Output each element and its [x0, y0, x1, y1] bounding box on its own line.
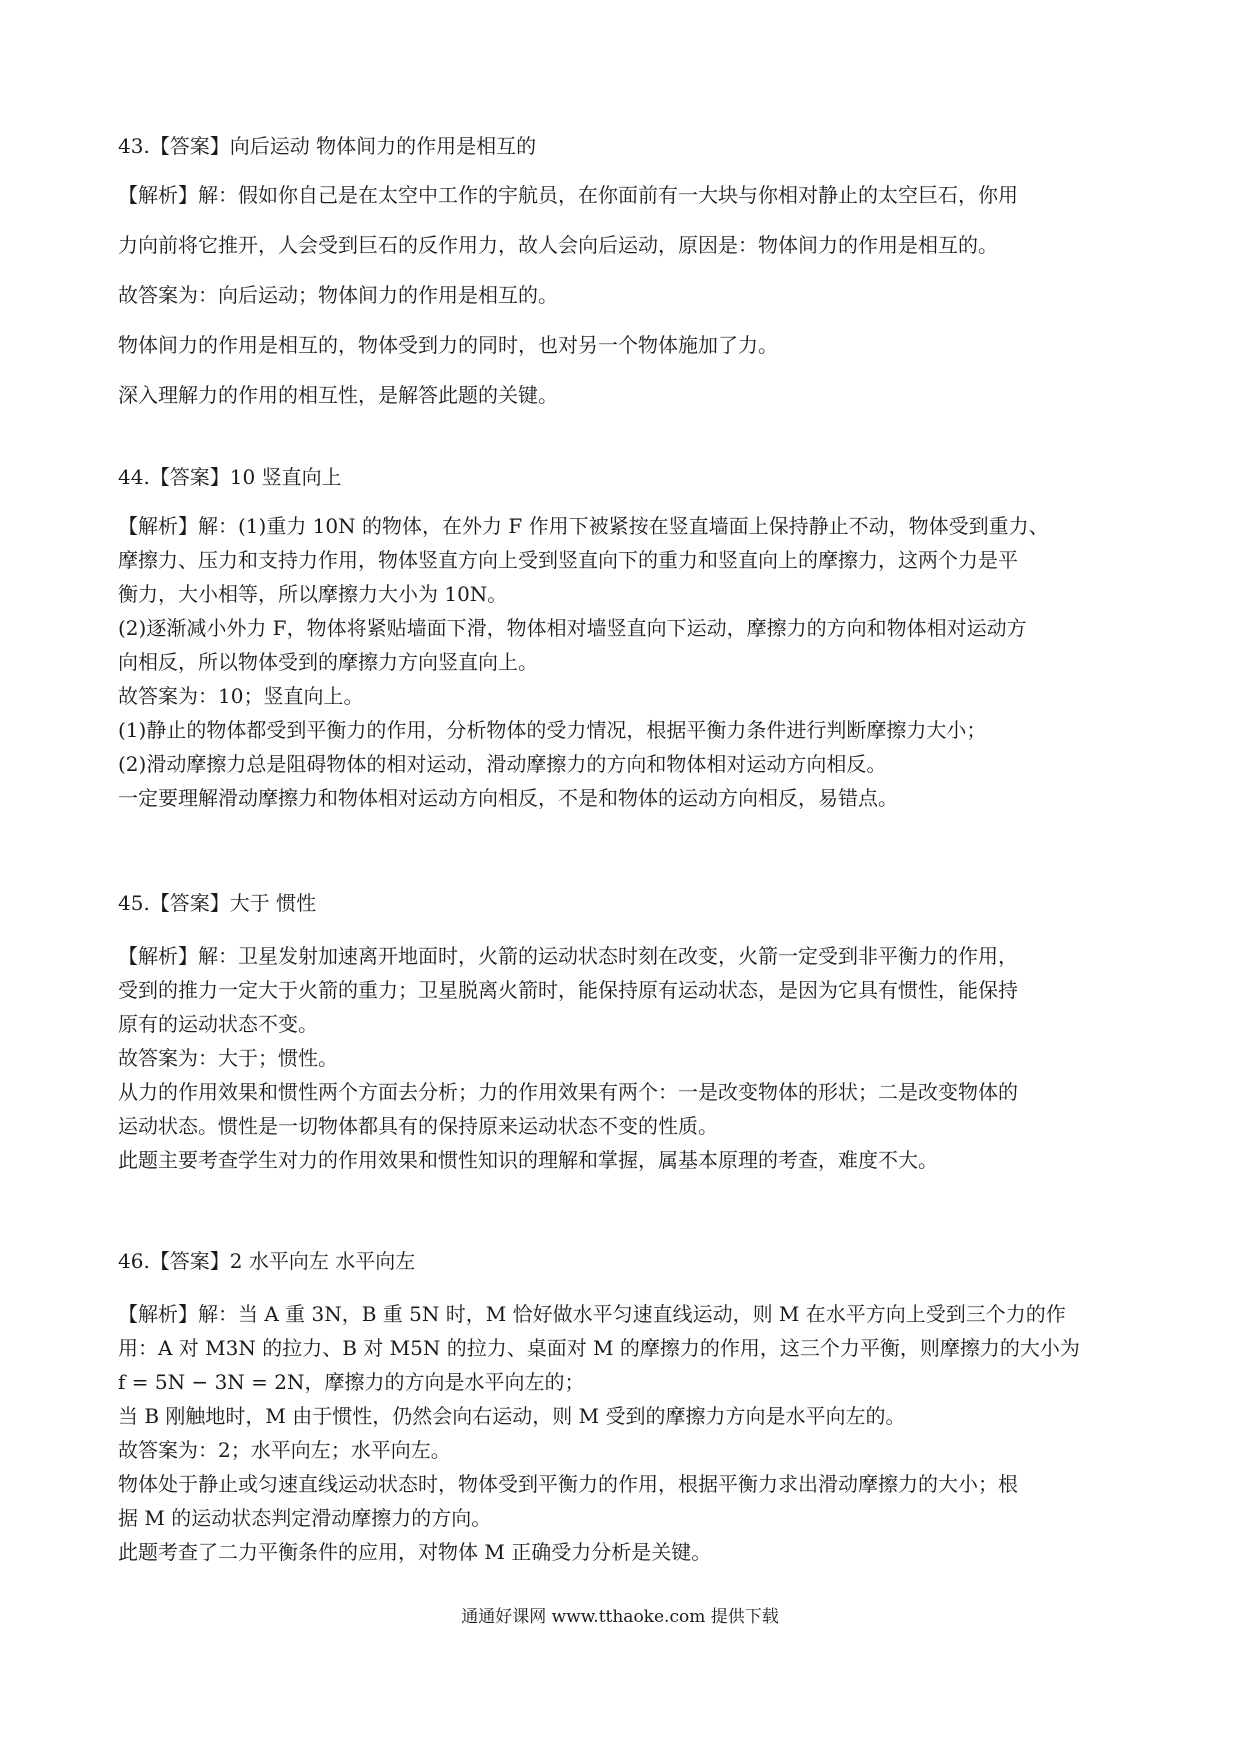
analysis-line: 力向前将它推开，人会受到巨石的反作用力，故人会向后运动，原因是：物体间力的作用是相互的。 — [118, 233, 998, 257]
analysis-line: 【解析】解：当 A 重 3N，B 重 5N 时，M 恰好做水平匀速直线运动，则 M 在水平方向上受到三个力的作 — [118, 1302, 1066, 1326]
analysis-line: 摩擦力、压力和支持力作用，物体竖直方向上受到竖直向下的重力和竖直向上的摩擦力，这两个力是平 — [118, 548, 1018, 572]
question-46 — [118, 1244, 1128, 1278]
analysis-line: 故答案为：向后运动；物体间力的作用是相互的。 — [118, 283, 558, 307]
analysis-line: 故答案为：10；竖直向上。 — [118, 684, 364, 708]
question-43-analysis — [118, 170, 1128, 420]
analysis-line: 【解析】解：(1)重力 10N 的物体，在外力 F 作用下被紧按在竖直墙面上保持静止不动，物体受到重力、 — [118, 514, 1049, 538]
analysis-line: 当 B 刚触地时，M 由于惯性，仍然会向右运动，则 M 受到的摩擦力方向是水平向左的。 — [118, 1404, 906, 1428]
analysis-line: 此题考查了二力平衡条件的应用，对物体 M 正确受力分析是关键。 — [118, 1540, 712, 1564]
analysis-line: 从力的作用效果和惯性两个方面去分析；力的作用效果有两个：一是改变物体的形状；二是改变物体的 — [118, 1080, 1018, 1104]
analysis-line: 故答案为：2；水平向左；水平向左。 — [118, 1438, 451, 1462]
analysis-line: 运动状态。惯性是一切物体都具有的保持原来运动状态不变的性质。 — [118, 1114, 718, 1138]
answer-line: 44.【答案】10 竖直向上 — [118, 465, 342, 489]
analysis-line: 受到的推力一定大于火箭的重力；卫星脱离火箭时，能保持原有运动状态，是因为它具有惯性，能保持 — [118, 978, 1018, 1002]
question-45-analysis — [118, 939, 1128, 1177]
question-46-analysis — [118, 1297, 1128, 1569]
analysis-line: 物体处于静止或匀速直线运动状态时，物体受到平衡力的作用，根据平衡力求出滑动摩擦力的大小；根 — [118, 1472, 1018, 1496]
analysis-line: f = 5N − 3N = 2N，摩擦力的方向是水平向左的； — [118, 1370, 585, 1394]
analysis-line: (2)逐渐减小外力 F，物体将紧贴墙面下滑，物体相对墙竖直向下运动，摩擦力的方向和物体相对运动方 — [118, 616, 1027, 640]
analysis-line: 深入理解力的作用的相互性，是解答此题的关键。 — [118, 383, 558, 407]
analysis-line: 一定要理解滑动摩擦力和物体相对运动方向相反，不是和物体的运动方向相反，易错点。 — [118, 786, 898, 810]
analysis-line: 故答案为：大于；惯性。 — [118, 1046, 338, 1070]
analysis-line: 此题主要考查学生对力的作用效果和惯性知识的理解和掌握，属基本原理的考查，难度不大。 — [118, 1148, 938, 1172]
analysis-line: 衡力，大小相等，所以摩擦力大小为 10N。 — [118, 582, 508, 606]
answer-line: 45.【答案】大于 惯性 — [118, 891, 317, 915]
analysis-line: 【解析】解：假如你自己是在太空中工作的宇航员，在你面前有一大块与你相对静止的太空巨石，你用 — [118, 183, 1018, 207]
analysis-line: 向相反，所以物体受到的摩擦力方向竖直向上。 — [118, 650, 538, 674]
analysis-line: (2)滑动摩擦力总是阻碍物体的相对运动，滑动摩擦力的方向和物体相对运动方向相反。 — [118, 752, 887, 776]
answer-line: 43.【答案】向后运动 物体间力的作用是相互的 — [118, 134, 537, 158]
page-footer: 通通好课网 www.tthaoke.com 提供下载 — [461, 1607, 779, 1627]
analysis-line: 据 M 的运动状态判定滑动摩擦力的方向。 — [118, 1506, 492, 1530]
question-44-analysis — [118, 509, 1128, 815]
analysis-line: 原有的运动状态不变。 — [118, 1012, 318, 1036]
question-44 — [118, 460, 1128, 494]
analysis-line: 物体间力的作用是相互的，物体受到力的同时，也对另一个物体施加了力。 — [118, 333, 778, 357]
analysis-line: (1)静止的物体都受到平衡力的作用，分析物体的受力情况，根据平衡力条件进行判断摩擦力大小； — [118, 718, 987, 742]
analysis-line: 【解析】解：卫星发射加速离开地面时，火箭的运动状态时刻在改变，火箭一定受到非平衡力的作用， — [118, 944, 1018, 968]
question-45 — [118, 886, 1128, 920]
answer-line: 46.【答案】2 水平向左 水平向左 — [118, 1249, 416, 1273]
analysis-line: 用：A 对 M3N 的拉力、B 对 M5N 的拉力、桌面对 M 的摩擦力的作用，这三个力平衡，则摩擦力的大小为 — [118, 1336, 1080, 1360]
question-43 — [118, 129, 1128, 163]
